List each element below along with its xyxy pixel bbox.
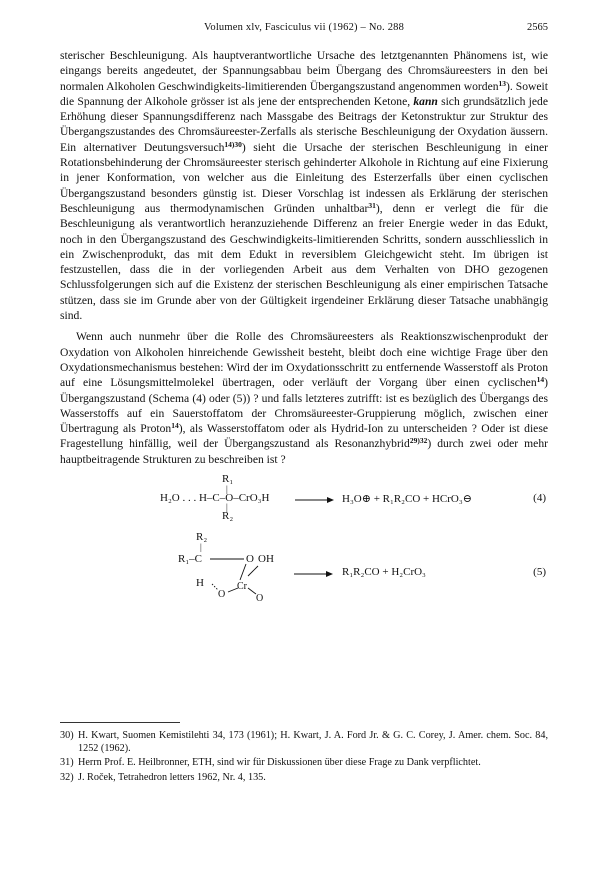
body-text: [60, 48, 548, 467]
ref-14a: 14: [536, 375, 545, 385]
scheme-5: [60, 531, 548, 607]
p1-text-a: sterischer Beschleunigung. Als hauptverantwortliche Ursache des letztgenannten Phänomens ist, wie eingangs bereits angedeutet, der Spannungsabbau beim Übergang des Chromsäureesters in den bei normalen Alkoholen Geschwindigkeits-limitierenden Übergangszustand angenommen worden: [60, 49, 548, 93]
scheme4-bond-top: |: [226, 484, 228, 495]
scheme5-r2: R₂: [196, 531, 208, 544]
footnote-mark: 32): [60, 771, 74, 783]
ref-14b: 14: [171, 421, 179, 431]
footnote-mark: 30): [60, 730, 74, 741]
footnote-31: [60, 756, 548, 769]
scheme5-o-top: O: [246, 553, 254, 566]
page-number: 2565: [527, 22, 548, 33]
p2-text-b: ) Übergangszustand (Schema (4) oder (5)) ? und falls letzteres zutrifft: ist es bezüglich des Übergangs des Wasserstoffs auf ein Sauerstoffatom der Chromsäureester-Gruppierung möglich, zwischen einer Übertragung als Proton: [60, 376, 548, 436]
p1-text-b: ). Soweit die Spannung der Alkohole grösser ist als jene der entsprechenden Ketone,: [60, 79, 548, 108]
footnote-text: H. Kwart, Suomen Kemistilehti 34, 173 (1961); H. Kwart, J. A. Ford Jr. & G. C. Corey, J. Amer. chem. Soc. 84, 1252 (1962).: [78, 730, 548, 755]
footnote-mark: 31): [60, 757, 74, 769]
scheme4-r2: R₂: [222, 510, 234, 523]
scheme4-number: (4): [533, 492, 546, 505]
page: [60, 22, 548, 607]
footnote-30: [60, 729, 548, 755]
p2-text-c: ), als Wasserstoffatom oder als Hydrid-Ion zu unterscheiden ? Oder ist diese Fragestellung hinfällig, weil der Übergangszustand als Resonanzhybrid: [60, 422, 548, 451]
scheme5-o-right: O: [256, 593, 264, 605]
scheme5-r1c: R₁–C: [178, 553, 203, 566]
journal-line: Volumen xlv, Fasciculus vii (1962) – No. 288: [203, 22, 405, 33]
scheme5-cr: Cr: [237, 581, 247, 593]
ref-31: 31: [368, 200, 376, 210]
scheme5-arrow: [292, 569, 334, 579]
footnote-rule: [60, 722, 180, 723]
scheme4-bond-bottom: |: [226, 502, 228, 513]
p1-text-c: sich grundsätzlich jede Erhöhung dieser Spannungsdifferenz nach Massgabe des Beitrags der Ketonstruktur zur Struktur des Übergangszustandes des Chromsäureester-Zerfalls als sterische Beschleunigung der Oxydation äussern. Ein alternativer Deutungsversuch: [60, 94, 548, 154]
footnote-text: J. Roček, Tetrahedron letters 1962, Nr. 4, 135.: [78, 771, 266, 783]
scheme5-h: H: [196, 577, 204, 590]
p1-emphasis: kann: [413, 94, 438, 108]
footnote-32: [60, 771, 548, 784]
scheme5-oh: OH: [258, 553, 274, 566]
footnote-text: Herrn Prof. E. Heilbronner, ETH, sind wir für Diskussionen über diese Frage zu Dank verpflichtet.: [78, 757, 481, 769]
p1-text-e: ), denn er verlegt die für die Beschleunigung als verantwortlich heranzuziehende Differenz an freier Energie weder in das Edukt, noch in den Übergangszustand des Geschwindigkeits-limitierenden Schritts, sondern ausschliesslich in ein Zwischenprodukt, das mit dem Edukt in reversiblem Gleichgewicht steht. Im übrigen ist festzustellen, dass die in der vorliegenden Arbeit aus dem Verhalten von DHO gezogenen Schlussfolgerungen sich auf die Existenz der sterischen Beschleunigung als einer empirischen Tatsache stützen, dass sie im Grunde aber von der Gültigkeit irgendeiner Erklärung dieser Tatsache unabhängig sind.: [60, 201, 548, 323]
scheme5-bond-r2: |: [200, 542, 202, 553]
scheme4-reactant: H₂O . . . H–C–O–CrO₃H: [160, 492, 270, 505]
ref-29-32: 29)32: [409, 436, 428, 446]
scheme4-r1: R₁: [222, 473, 234, 486]
scheme-4: [60, 473, 548, 523]
scheme4-products: H₃O⊕ + R₁R₂CO + HCrO₃⊖: [342, 493, 472, 506]
running-header: [60, 22, 548, 40]
paragraph-2: [60, 329, 548, 467]
ref-14-30: 14)30: [224, 139, 242, 149]
footnotes: [60, 722, 548, 785]
paragraph-1: [60, 48, 548, 323]
p1-text-d: ) sieht die Ursache der sterischen Beschleunigung in einer Rotationsbehinderung der Chromsäureester sterisch gehinderter Alkohole in Richtung auf eine Fixierung in jener Konformation, von welcher aus die Einleitung des Esterzerfalls über einen cyclischen Übergangszustand besonders günstig ist. Dieser Vorschlag ist indessen als Erklärung der sterischen Beschleunigung aus thermodynamischen Gründen unhaltbar: [60, 140, 548, 215]
p2-text-a: Wenn auch nunmehr über die Rolle des Chromsäureesters als Reaktionszwischenprodukt der Oxydation von Alkoholen hinreichende Gewissheit besteht, bleibt doch eine wichtige Frage über den Oxydationsmechanismus bestehen: Wird der im Oxydationsschritt zu entfernende Wasserstoff als Proton auf eine Lösungsmittelmolekel übertragen, oder verläuft der Vorgang über einen cyclischen: [60, 330, 548, 390]
scheme5-o-left: O: [218, 589, 226, 601]
scheme5-products: R₁R₂CO + H₂CrO₃: [342, 566, 426, 579]
scheme5-number: (5): [533, 566, 546, 579]
ref-13: 13: [498, 78, 507, 88]
scheme4-arrow: [293, 495, 335, 505]
p2-text-d: ) durch zwei oder mehr hauptbeitragende Strukturen zu beschreiben ist ?: [60, 437, 548, 466]
